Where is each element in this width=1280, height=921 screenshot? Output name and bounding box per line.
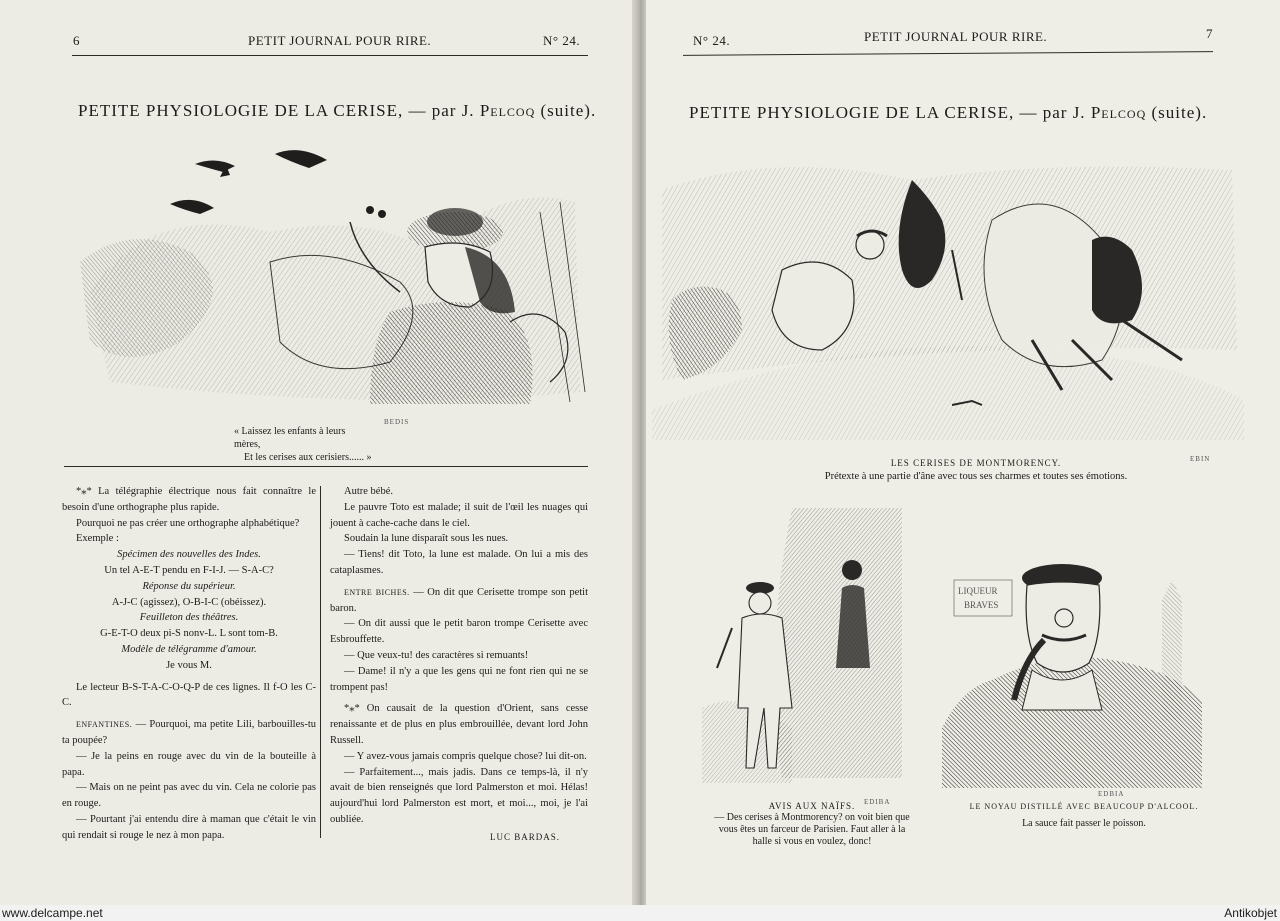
paragraph: Modèle de télégramme d'amour. — [121, 643, 257, 655]
paragraph: A-J-C (agissez), O-B-I-C (obéissez). — [111, 596, 267, 608]
sign-text: LIQUEUR — [958, 586, 998, 596]
donkey-ride-illustration — [652, 150, 1244, 450]
watermark-right: Antikobjet — [1224, 906, 1277, 920]
paragraph: — Dame! il n'y a que les gens qui ne font rien qui ne se trompent pas! — [330, 665, 588, 693]
paragraph: Soudain la lune disparaît sous les nues. — [344, 533, 509, 545]
right-issue-number: N° 24. — [693, 33, 731, 48]
right-page-number: 7 — [1206, 26, 1213, 41]
paragraph: — Mais on ne peint pas avec du vin. Cela ne colorie pas en rouge. — [62, 782, 316, 810]
left-column-1 — [62, 484, 316, 844]
column-divider — [320, 486, 321, 838]
cherry-girl-illustration — [70, 142, 590, 414]
sign-text: BRAVES — [964, 600, 999, 610]
left-section-rule — [64, 466, 588, 467]
right-running-head: PETIT JOURNAL POUR RIRE. — [864, 29, 1048, 44]
naive-visitors-illustration — [702, 508, 902, 798]
left-column-2 — [330, 484, 588, 846]
left-issue-number: N° 24. — [543, 33, 581, 48]
paragraph: — Tiens! dit Toto, la lune est malade. On lui a mis des cataplasmes. — [330, 549, 588, 576]
left-running-head: PETIT JOURNAL POUR RIRE. — [248, 33, 432, 48]
paragraph: Feuilleton des théâtres. — [139, 612, 239, 624]
paragraph: — Je la peins en rouge avec du vin de la bouteille à papa. — [62, 750, 316, 778]
paragraph: Exemple : — [76, 533, 119, 545]
left-page — [0, 0, 634, 905]
engraver-signature: EDBIA — [1098, 790, 1125, 798]
right-page — [646, 0, 1280, 905]
engraver-signature: BEDIS — [384, 418, 410, 426]
paragraph: ENFANTINES. — Pourquoi, ma petite Lili, barbouilles-tu ta poupée? — [62, 719, 317, 746]
left-head-rule — [72, 55, 588, 56]
watermark-bar — [0, 905, 1280, 921]
top-illustration-caption: LES CERISES DE MONTMORENCY. Prétexte à une partie d'âne avec tous ses charmes et toutes ses émotions. — [824, 458, 1128, 482]
paragraph: Réponse du supérieur. — [142, 580, 236, 592]
paragraph: *⁎* La télégraphie électrique nous fait connaître le besoin d'une orthographe plus rapide. — [62, 486, 316, 513]
paragraph: Autre bébé. — [344, 486, 393, 497]
paragraph: G-E-T-O deux pi-S nonv-L. L sont tom-B. — [100, 628, 278, 640]
engraver-signature: EBIN — [1190, 455, 1211, 463]
paragraph: — Y avez-vous jamais compris quelque chose? lui dit-on. — [344, 750, 587, 762]
paragraph: Je vous M. — [166, 659, 212, 671]
paragraph: ENTRE BICHES. — On dit que Cerisette trompe son petit baron. — [330, 586, 588, 614]
paragraph: — Que veux-tu! des caractères si remuants! — [344, 649, 529, 661]
paragraph: Un tel A-E-T pendu en F-I-J. — S-A-C? — [104, 564, 274, 576]
right-head-rule — [683, 51, 1213, 56]
paragraph: Pourquoi ne pas créer une orthographe alphabétique? — [76, 517, 300, 529]
author-signature: LUC BARDAS. — [489, 831, 560, 842]
paragraph: — Pourtant j'ai entendu dire à maman que c'était le vin qui rendait si rouge le nez à mon papa. — [62, 813, 316, 841]
left-illustration-caption: « Laissez les enfants à leurs mères, Et les cerises aux cerisiers...... » — [234, 426, 372, 463]
bottom-right-caption: LE NOYAU DISTILLÉ AVEC BEAUCOUP D'ALCOOL. La sauce fait passer le poisson. — [969, 802, 1199, 829]
left-page-number: 6 — [73, 33, 80, 48]
paragraph: — Parfaitement..., mais jadis. Dans ce temps-là, il n'y avait de bien renseignés que lord Palmerston et moi. Hélas! aujourd'hui lord Palmerston est mort, et moi..., moi, je l'ai oubliée. — [330, 766, 588, 825]
paragraph: Spécimen des nouvelles des Indes. — [117, 549, 261, 561]
paragraph: Le pauvre Toto est malade; il suit de l'œil les nuages qui jouent à cache-cache dans le ciel. — [330, 501, 588, 529]
paragraph: *⁎* On causait de la question d'Orient, sans cesse renaissante et de plus en plus embrouillée, devant lord John Russell. — [330, 703, 588, 746]
left-page-title: PETITE PHYSIOLOGIE DE LA CERISE, — par J. Pelcoq (suite). — [78, 101, 597, 120]
bottom-left-caption: AVIS AUX NAÏFS. — Des cerises à Montmorency? on voit bien que vous êtes un farceur de Parisien. Faut aller à la halle si vous en voulez, donc! — [714, 801, 910, 847]
right-page-title: PETITE PHYSIOLOGIE DE LA CERISE, — par J. Pelcoq (suite). — [689, 103, 1208, 122]
engraver-signature: EDIBA — [864, 798, 891, 806]
paragraph: Le lecteur B-S-T-A-C-O-Q-P de ces lignes. Il f-O les C-C. — [62, 681, 316, 709]
soldier-illustration — [932, 540, 1217, 788]
paragraph: — On dit aussi que le petit baron trompe Cerisette avec Esbrouffette. — [330, 618, 588, 646]
watermark-left: www.delcampe.net — [2, 906, 103, 920]
